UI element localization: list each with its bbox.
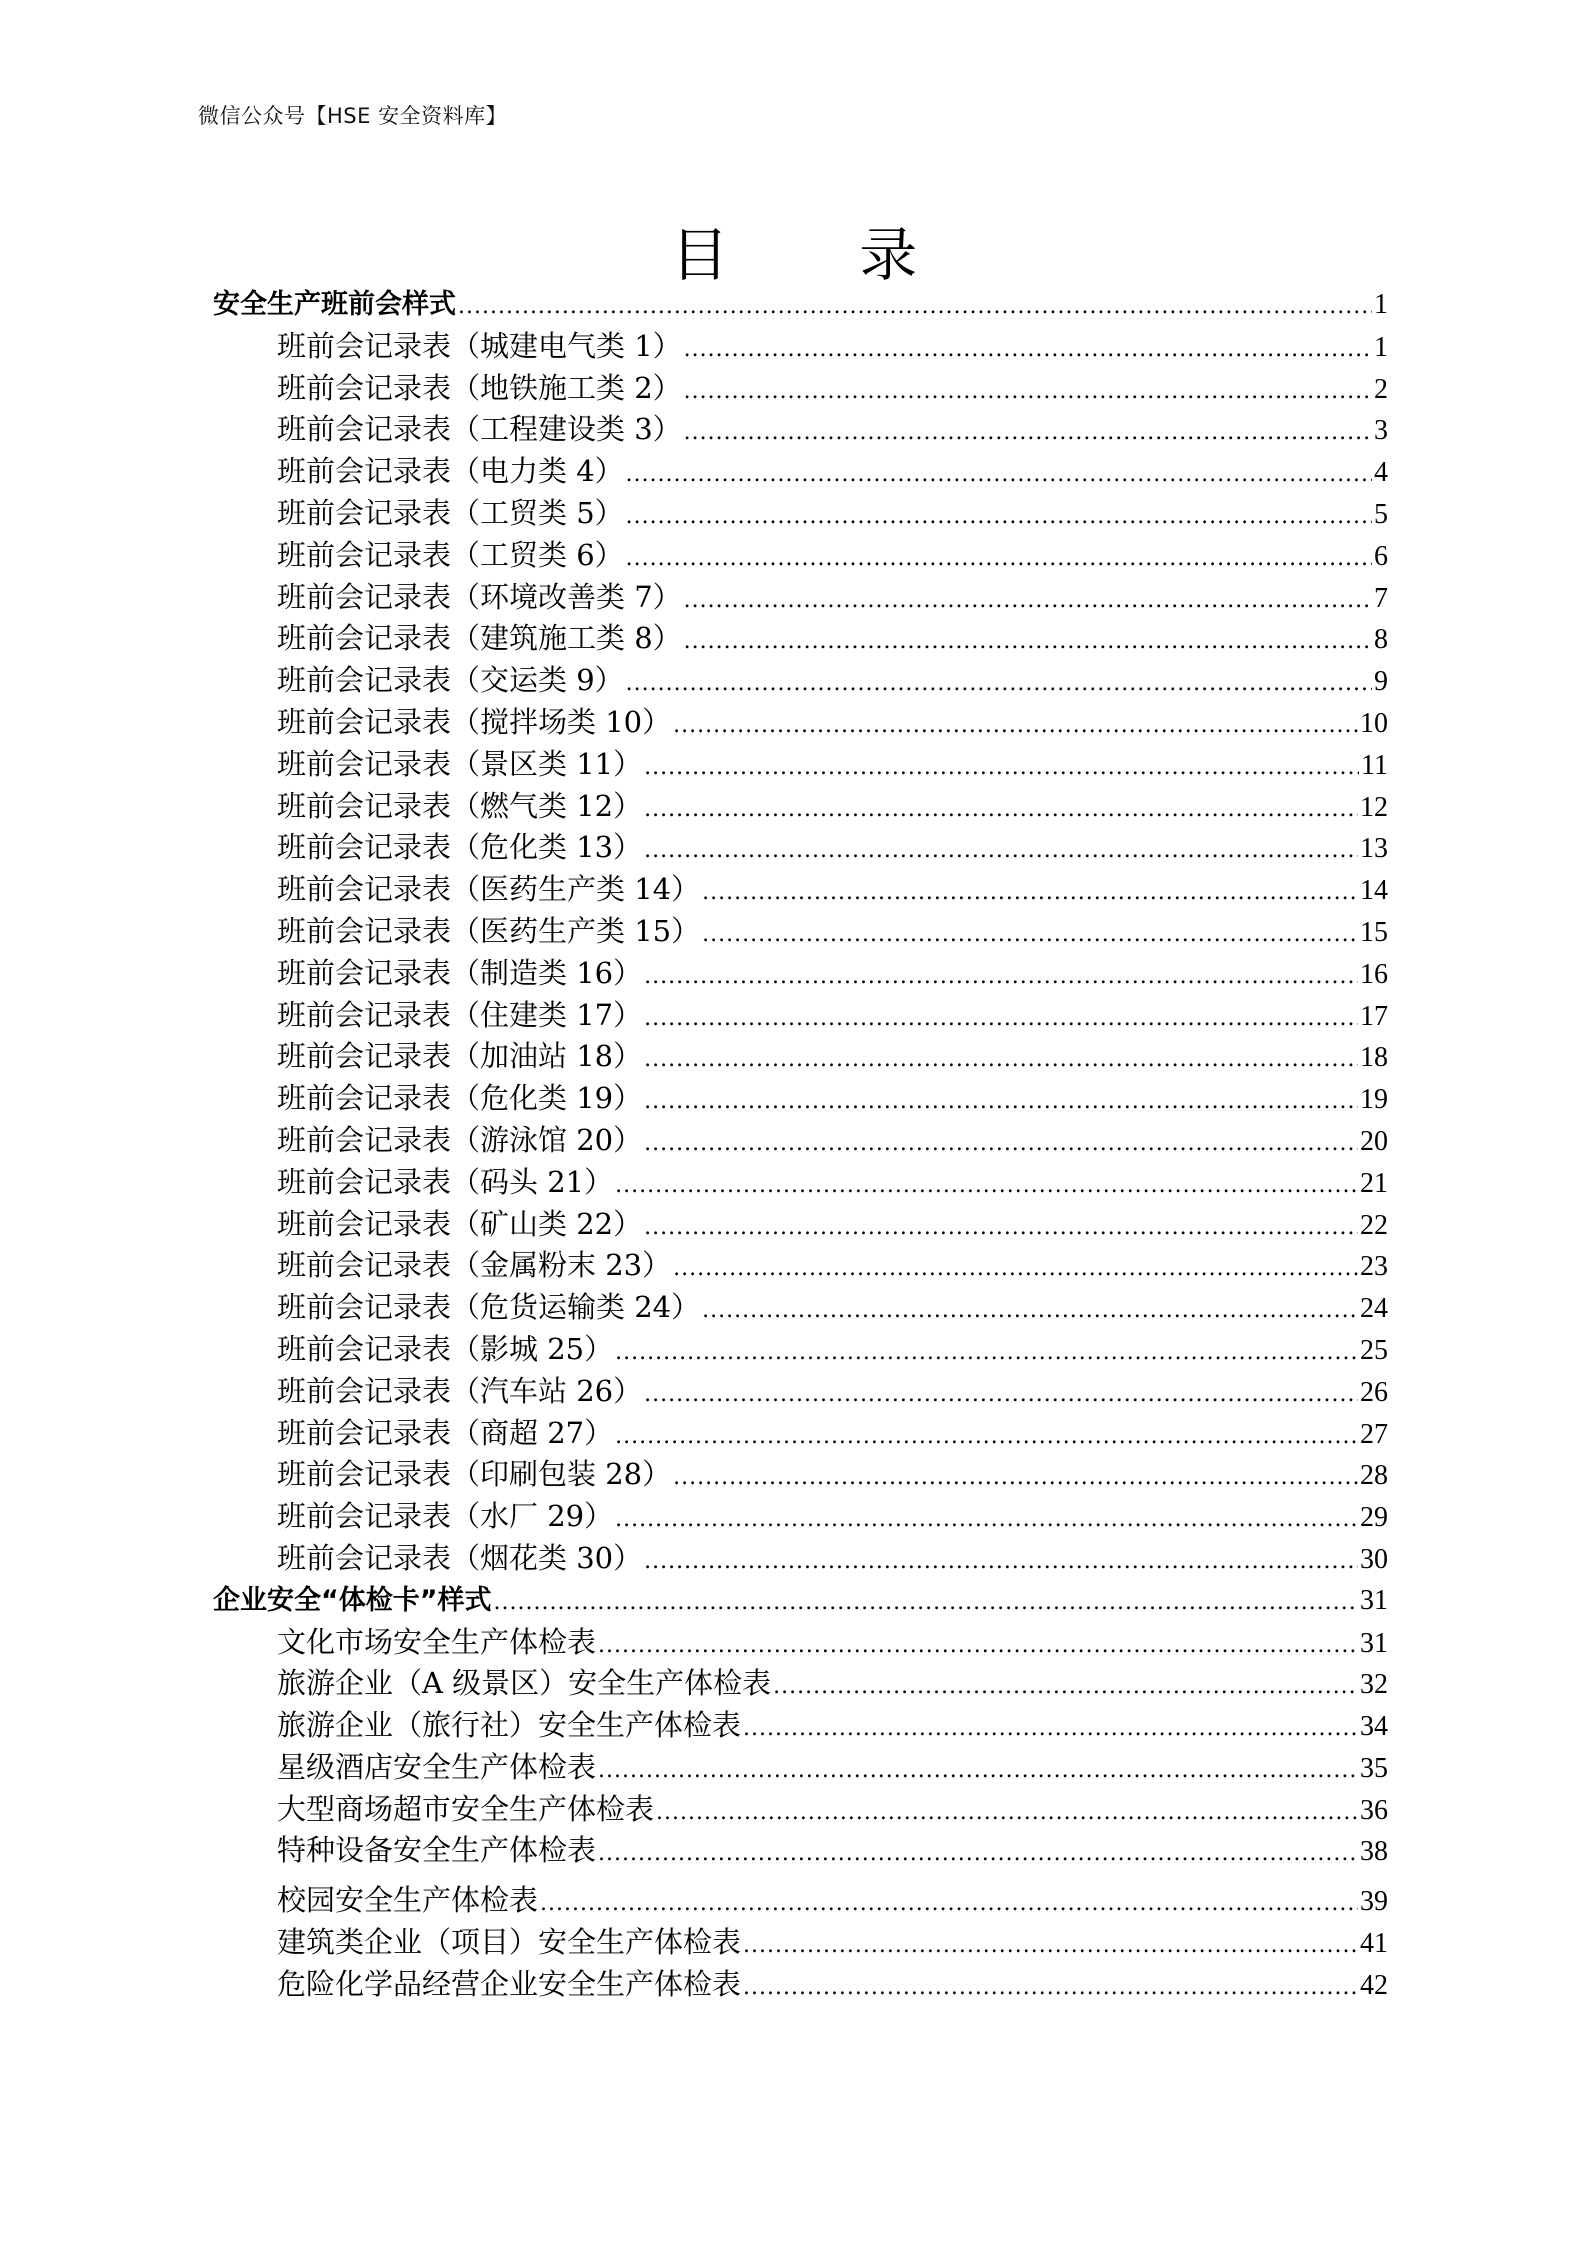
- toc-entry[interactable]: [213, 1747, 1388, 1789]
- toc-page-number: 41: [1360, 1928, 1388, 1960]
- toc-page-number: 39: [1360, 1886, 1388, 1918]
- toc-label: 文化市场安全生产体检表: [277, 1624, 597, 1659]
- toc-label: 旅游企业（旅行社）安全生产体检表: [277, 1708, 742, 1743]
- toc-entry[interactable]: [213, 409, 1388, 451]
- toc-page-number: 12: [1360, 791, 1388, 823]
- toc-label: 班前会记录表（危货运输类 24）: [277, 1290, 701, 1325]
- toc-page-number: 7: [1374, 582, 1388, 614]
- toc-label: 班前会记录表（制造类 16）: [277, 955, 643, 990]
- toc-leader-dots: [773, 1666, 1358, 1708]
- toc-page-number: 14: [1360, 875, 1388, 907]
- toc-page-number: 21: [1360, 1167, 1388, 1199]
- toc-label: 特种设备安全生产体检表: [277, 1833, 597, 1868]
- toc-entry[interactable]: [213, 1622, 1388, 1664]
- toc-leader-dots: [644, 1039, 1358, 1081]
- toc-label: 班前会记录表（水厂 29）: [277, 1499, 614, 1534]
- toc-entry[interactable]: [213, 1964, 1388, 2006]
- toc-entry[interactable]: [213, 1830, 1388, 1872]
- table-of-contents: [213, 284, 1388, 2006]
- toc-entry[interactable]: [213, 1789, 1388, 1831]
- toc-leader-dots: [673, 1457, 1358, 1499]
- toc-page-number: 11: [1361, 749, 1388, 781]
- toc-page-number: 32: [1360, 1669, 1388, 1701]
- toc-label: 班前会记录表（城建电气类 1）: [277, 328, 682, 363]
- toc-label: 班前会记录表（危化类 19）: [277, 1081, 643, 1116]
- toc-leader-dots: [615, 1416, 1358, 1458]
- toc-entry[interactable]: [213, 911, 1388, 953]
- toc-page-number: 42: [1360, 1969, 1388, 2001]
- toc-page-number: 18: [1360, 1042, 1388, 1074]
- toc-leader-dots: [673, 1248, 1358, 1290]
- toc-label: 班前会记录表（搅拌场类 10）: [277, 704, 672, 739]
- toc-leader-dots: [644, 956, 1358, 998]
- toc-leader-dots: [626, 663, 1372, 705]
- toc-page-number: 24: [1360, 1293, 1388, 1325]
- toc-page-number: 29: [1360, 1502, 1388, 1534]
- toc-entry[interactable]: [213, 618, 1388, 660]
- toc-page-number: 3: [1374, 415, 1388, 447]
- toc-label: 班前会记录表（环境改善类 7）: [277, 579, 682, 614]
- toc-entry[interactable]: [213, 1036, 1388, 1078]
- toc-leader-dots: [644, 830, 1358, 872]
- toc-leader-dots: [644, 1081, 1358, 1123]
- toc-entry[interactable]: [213, 1663, 1388, 1705]
- toc-label: 班前会记录表（矿山类 22）: [277, 1206, 643, 1241]
- toc-entry[interactable]: [213, 1496, 1388, 1538]
- toc-entry[interactable]: [213, 660, 1388, 702]
- toc-label: 建筑类企业（项目）安全生产体检表: [277, 1925, 742, 1960]
- toc-entry[interactable]: [213, 1413, 1388, 1455]
- toc-section[interactable]: [213, 284, 1388, 326]
- toc-entry[interactable]: [213, 786, 1388, 828]
- toc-leader-dots: [702, 872, 1358, 914]
- toc-label: 班前会记录表（影城 25）: [277, 1331, 614, 1366]
- toc-leader-dots: [684, 329, 1372, 371]
- toc-leader-dots: [644, 1123, 1358, 1165]
- toc-label: 班前会记录表（印刷包装 28）: [277, 1457, 672, 1492]
- toc-page-number: 34: [1360, 1711, 1388, 1743]
- toc-entry[interactable]: [213, 1204, 1388, 1246]
- toc-label: 旅游企业（A 级景区）安全生产体检表: [277, 1666, 772, 1701]
- toc-leader-dots: [458, 286, 1372, 328]
- page-header: 微信公众号【HSE 安全资料库】: [198, 104, 508, 128]
- toc-label: 企业安全“体检卡”样式: [213, 1584, 492, 1616]
- toc-label: 大型商场超市安全生产体检表: [277, 1791, 655, 1826]
- toc-label: 危险化学品经营企业安全生产体检表: [277, 1966, 742, 2001]
- toc-label: 班前会记录表（工贸类 5）: [277, 495, 624, 530]
- toc-page-number: 35: [1360, 1752, 1388, 1784]
- toc-leader-dots: [702, 914, 1358, 956]
- toc-page-number: 22: [1360, 1209, 1388, 1241]
- toc-leader-dots: [673, 705, 1358, 747]
- toc-entry[interactable]: [213, 1162, 1388, 1204]
- toc-leader-dots: [743, 1708, 1358, 1750]
- toc-page-number: 4: [1374, 457, 1388, 489]
- toc-leader-dots: [684, 580, 1372, 622]
- toc-label: 星级酒店安全生产体检表: [277, 1749, 597, 1784]
- toc-leader-dots: [644, 1207, 1358, 1249]
- toc-entry[interactable]: [213, 1245, 1388, 1287]
- toc-entry[interactable]: [213, 827, 1388, 869]
- toc-leader-dots: [626, 454, 1372, 496]
- toc-leader-dots: [743, 1967, 1358, 2009]
- toc-entry[interactable]: [213, 1287, 1388, 1329]
- toc-leader-dots: [702, 1290, 1358, 1332]
- toc-page-number: 38: [1360, 1836, 1388, 1868]
- toc-entry[interactable]: [213, 1120, 1388, 1162]
- toc-entry[interactable]: [213, 869, 1388, 911]
- toc-entry[interactable]: [213, 1705, 1388, 1747]
- toc-entry[interactable]: [213, 1371, 1388, 1413]
- toc-page-number: 27: [1360, 1418, 1388, 1450]
- page-title: 目 录: [670, 221, 974, 289]
- toc-leader-dots: [743, 1925, 1358, 1967]
- toc-label: 班前会记录表（工贸类 6）: [277, 537, 624, 572]
- toc-leader-dots: [644, 747, 1359, 789]
- toc-label: 安全生产班前会样式: [213, 289, 456, 320]
- toc-label: 班前会记录表（商超 27）: [277, 1415, 614, 1450]
- toc-leader-dots: [656, 1792, 1358, 1834]
- toc-page-number: 6: [1374, 540, 1388, 572]
- toc-label: 班前会记录表（烟花类 30）: [277, 1540, 643, 1575]
- toc-page-number: 13: [1360, 833, 1388, 865]
- toc-entry[interactable]: [213, 1078, 1388, 1120]
- toc-leader-dots: [684, 412, 1372, 454]
- toc-label: 班前会记录表（码头 21）: [277, 1164, 614, 1199]
- toc-entry[interactable]: [213, 1880, 1388, 1922]
- toc-leader-dots: [615, 1165, 1358, 1207]
- toc-label: 班前会记录表（金属粉末 23）: [277, 1248, 672, 1283]
- toc-label: 班前会记录表（住建类 17）: [277, 997, 643, 1032]
- toc-entry[interactable]: [213, 368, 1388, 410]
- toc-label: 班前会记录表（建筑施工类 8）: [277, 621, 682, 656]
- toc-entry[interactable]: [213, 577, 1388, 619]
- toc-entry[interactable]: [213, 702, 1388, 744]
- toc-leader-dots: [598, 1750, 1358, 1792]
- toc-section[interactable]: [213, 1580, 1388, 1622]
- toc-page-number: 10: [1360, 707, 1388, 739]
- toc-page-number: 31: [1360, 1627, 1388, 1659]
- toc-page-number: 9: [1374, 666, 1388, 698]
- toc-leader-dots: [598, 1625, 1358, 1667]
- toc-leader-dots: [644, 1374, 1358, 1416]
- toc-leader-dots: [626, 538, 1372, 580]
- toc-page-number: 30: [1360, 1543, 1388, 1575]
- toc-label: 班前会记录表（工程建设类 3）: [277, 412, 682, 447]
- toc-label: 校园安全生产体检表: [277, 1883, 539, 1918]
- toc-leader-dots: [644, 1541, 1358, 1583]
- toc-page-number: 8: [1374, 624, 1388, 656]
- toc-label: 班前会记录表（燃气类 12）: [277, 788, 643, 823]
- toc-page-number: 20: [1360, 1125, 1388, 1157]
- toc-leader-dots: [540, 1883, 1358, 1925]
- toc-leader-dots: [598, 1833, 1358, 1875]
- toc-leader-dots: [615, 1332, 1358, 1374]
- toc-entry[interactable]: [213, 1922, 1388, 1964]
- toc-leader-dots: [684, 621, 1372, 663]
- toc-page-number: 1: [1374, 331, 1388, 363]
- toc-page-number: 1: [1374, 289, 1388, 320]
- toc-leader-dots: [494, 1582, 1359, 1624]
- toc-label: 班前会记录表（加油站 18）: [277, 1039, 643, 1074]
- toc-entry[interactable]: [213, 1454, 1388, 1496]
- toc-page-number: 2: [1374, 373, 1388, 405]
- toc-page-number: 5: [1374, 498, 1388, 530]
- toc-leader-dots: [644, 789, 1358, 831]
- toc-label: 班前会记录表（危化类 13）: [277, 830, 643, 865]
- toc-entry[interactable]: [213, 744, 1388, 786]
- toc-page-number: 19: [1360, 1084, 1388, 1116]
- toc-page-number: 17: [1360, 1000, 1388, 1032]
- toc-entry[interactable]: [213, 493, 1388, 535]
- toc-leader-dots: [615, 1499, 1358, 1541]
- toc-label: 班前会记录表（交运类 9）: [277, 663, 624, 698]
- toc-leader-dots: [644, 998, 1358, 1040]
- toc-page-number: 28: [1360, 1460, 1388, 1492]
- toc-entry[interactable]: [213, 995, 1388, 1037]
- toc-page-number: 23: [1360, 1251, 1388, 1283]
- toc-entry[interactable]: [213, 535, 1388, 577]
- toc-label: 班前会记录表（景区类 11）: [277, 746, 643, 781]
- toc-page-number: 36: [1360, 1794, 1388, 1826]
- toc-label: 班前会记录表（汽车站 26）: [277, 1373, 643, 1408]
- toc-entry[interactable]: [213, 451, 1388, 493]
- toc-page-number: 31: [1360, 1584, 1388, 1616]
- toc-label: 班前会记录表（医药生产类 15）: [277, 913, 701, 948]
- toc-label: 班前会记录表（游泳馆 20）: [277, 1122, 643, 1157]
- toc-leader-dots: [626, 496, 1372, 538]
- toc-page-number: 25: [1360, 1334, 1388, 1366]
- toc-entry[interactable]: [213, 953, 1388, 995]
- toc-page-number: 15: [1360, 916, 1388, 948]
- toc-page-number: 16: [1360, 958, 1388, 990]
- toc-entry[interactable]: [213, 1538, 1388, 1580]
- toc-label: 班前会记录表（医药生产类 14）: [277, 872, 701, 907]
- toc-label: 班前会记录表（电力类 4）: [277, 454, 624, 489]
- toc-entry[interactable]: [213, 1329, 1388, 1371]
- toc-leader-dots: [684, 371, 1372, 413]
- toc-page-number: 26: [1360, 1376, 1388, 1408]
- toc-entry[interactable]: [213, 326, 1388, 368]
- toc-label: 班前会记录表（地铁施工类 2）: [277, 370, 682, 405]
